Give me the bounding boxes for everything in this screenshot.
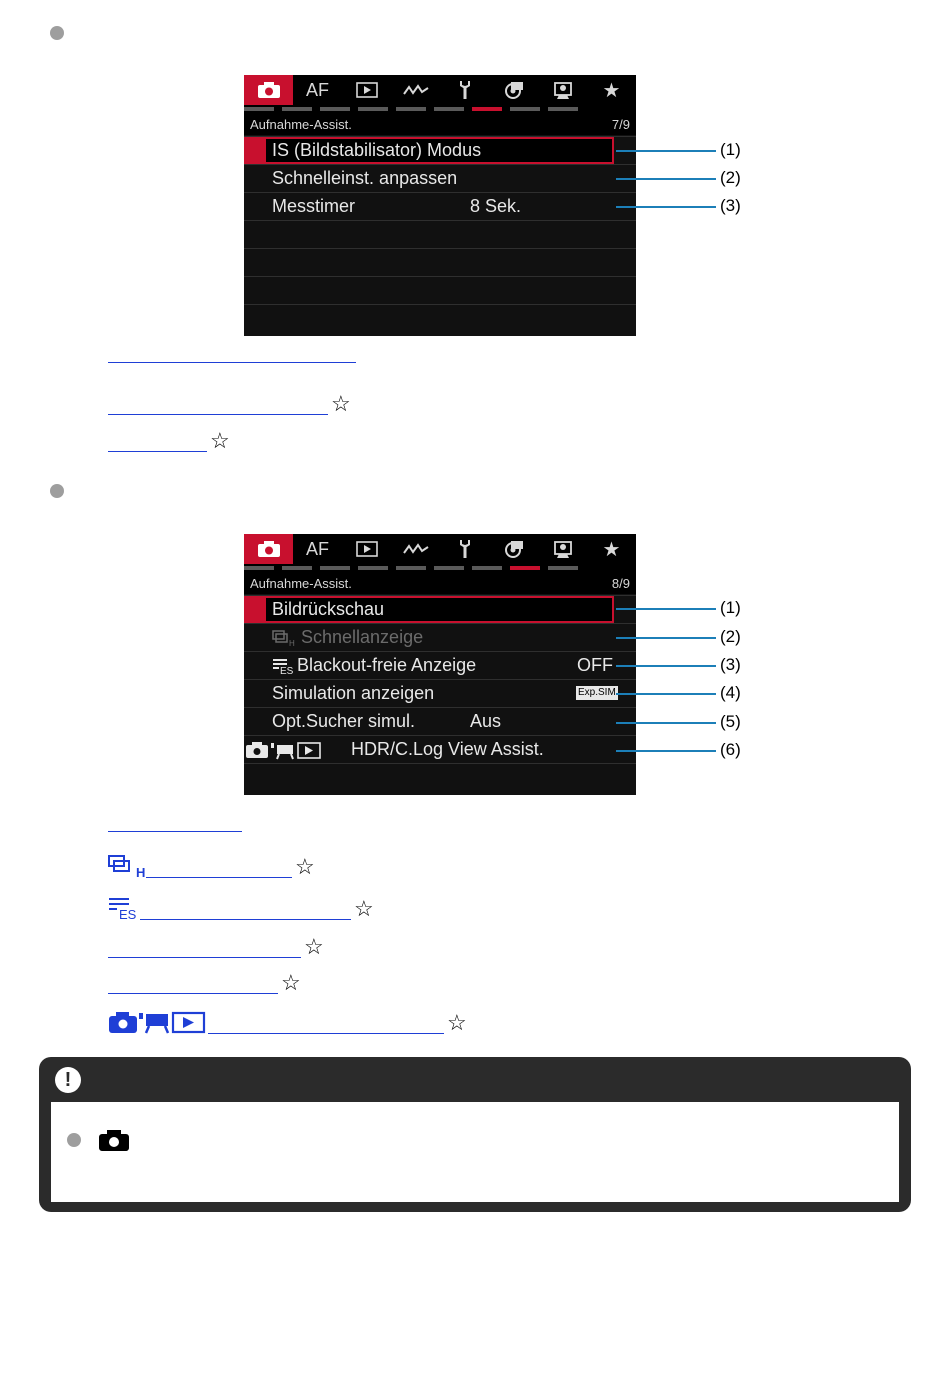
star-icon: ☆ (281, 970, 301, 995)
star-icon: ☆ (304, 934, 324, 959)
tab-shooting[interactable] (244, 75, 293, 105)
camera-icon (257, 540, 281, 558)
menu-item-label: Bildrückschau (272, 599, 385, 619)
section-bullet-2 (50, 484, 64, 498)
star-icon: ☆ (447, 1010, 467, 1035)
pager-dash (434, 566, 464, 570)
link-is-mode[interactable] (108, 362, 356, 363)
menu-item-quick-control[interactable] (244, 164, 636, 192)
link-underline (108, 451, 207, 452)
menu-item-is-mode[interactable] (244, 136, 636, 164)
pager-dash (320, 107, 350, 111)
menu-item-high-speed-display[interactable] (244, 623, 636, 651)
menu-section-header (244, 115, 636, 135)
tab-af-label: AF (305, 538, 329, 559)
callout-label: (3) (720, 196, 741, 215)
link-underline (108, 414, 328, 415)
pager-dash (320, 566, 350, 570)
link-underline (208, 1033, 444, 1034)
play-icon (356, 82, 378, 98)
callout-label: (1) (720, 598, 741, 617)
section-title: Aufnahme-Assist. (250, 576, 352, 591)
wave-icon (403, 542, 429, 556)
menu-tabs (244, 534, 636, 564)
tab-wave[interactable] (391, 534, 440, 564)
menu-screen-1 (244, 75, 636, 336)
pager-dash (358, 107, 388, 111)
link-underline (108, 362, 356, 363)
tab-shooting[interactable] (244, 534, 293, 564)
menu-section-header (244, 574, 636, 594)
tab-af[interactable] (293, 75, 342, 105)
pager-dash (244, 566, 274, 570)
callout-line (616, 750, 716, 752)
wrench-icon (457, 539, 473, 559)
tab-setup[interactable] (440, 534, 489, 564)
person-icon (553, 539, 573, 559)
callout-label: (2) (720, 168, 741, 187)
menu-item-hdr-clog-assist[interactable] (244, 735, 636, 763)
star-icon: ★ (602, 79, 621, 102)
menu-item-label: Opt.Sucher simul. (272, 711, 416, 731)
tab-mymenu-person[interactable] (538, 75, 587, 105)
star-icon: ☆ (295, 854, 315, 879)
menu-item-value: Aus (470, 711, 502, 731)
callout-line (616, 206, 716, 208)
star-icon: ☆ (331, 391, 351, 416)
menu-tabs (244, 75, 636, 105)
exclamation-mark: ! (64, 1068, 72, 1091)
tab-playback[interactable] (342, 75, 391, 105)
menu-item-empty (244, 763, 636, 791)
custom-icon (503, 539, 525, 559)
exp-sim-label: Exp.SIM (578, 687, 616, 698)
callout-label: (3) (720, 655, 741, 674)
menu-item-label: Schnelleinst. anpassen (272, 168, 458, 188)
burst-h-icon (272, 629, 300, 647)
menu-pager (244, 564, 636, 574)
wrench-icon (457, 80, 473, 100)
menu-item-value: OFF (577, 655, 613, 675)
wave-icon (403, 83, 429, 97)
menu-item-label-wrap (272, 652, 476, 679)
pager-dash (548, 566, 578, 570)
tab-wave[interactable] (391, 75, 440, 105)
camera-movie-play-icons (246, 740, 350, 760)
star-icon: ☆ (210, 428, 230, 453)
pager-dash (510, 107, 540, 111)
link-ovf-simulation[interactable] (108, 972, 301, 994)
callout-label: (6) (720, 740, 741, 759)
menu-item-label: Simulation anzeigen (272, 683, 435, 703)
callout-label: (1) (720, 140, 741, 159)
callout-line (616, 178, 716, 180)
tab-custom[interactable] (489, 75, 538, 105)
menu-item-display-simulation[interactable] (244, 679, 636, 707)
section-page-number: 8/9 (611, 576, 630, 591)
tab-mymenu-person[interactable] (538, 534, 587, 564)
link-underline (140, 919, 351, 920)
menu-item-image-review[interactable] (244, 595, 636, 623)
es-icon (272, 657, 296, 675)
link-quick-control[interactable] (108, 393, 351, 415)
menu-item-empty (244, 276, 636, 304)
caution-bullet (67, 1133, 81, 1147)
pager-dash-active (510, 566, 540, 570)
link-underline (108, 957, 301, 958)
callout-label: (5) (720, 712, 741, 731)
selection-marker (244, 596, 264, 623)
link-metering-timer[interactable] (108, 430, 230, 452)
pager-dash (548, 107, 578, 111)
svg-text:H: H (136, 865, 146, 878)
link-underline (108, 993, 278, 994)
star-icon: ☆ (354, 896, 374, 921)
es-icon (108, 896, 140, 920)
exclamation-icon (55, 1067, 81, 1093)
selection-marker (244, 137, 264, 164)
pager-dash (472, 566, 502, 570)
camera-icon (257, 81, 281, 99)
menu-item-empty (244, 304, 636, 332)
tab-setup[interactable] (440, 75, 489, 105)
callout-line (616, 150, 716, 152)
pager-dash (358, 566, 388, 570)
caution-box (39, 1057, 911, 1212)
pager-dash (396, 566, 426, 570)
callout-line (616, 665, 716, 667)
menu-item-label: Messtimer (272, 196, 356, 216)
custom-icon (503, 80, 525, 100)
callout-line (616, 693, 716, 695)
section-title: Aufnahme-Assist. (250, 117, 352, 132)
callout-label: (2) (720, 627, 741, 646)
menu-item-metering-timer[interactable] (244, 192, 636, 220)
callout-label: (4) (720, 683, 741, 702)
svg-text:H: H (289, 639, 295, 648)
star-icon: ★ (602, 538, 621, 561)
menu-item-value: 8 Sek. (470, 196, 522, 216)
tab-favorites[interactable] (587, 75, 636, 105)
menu-screen-2 (244, 534, 636, 795)
section-bullet-1 (50, 26, 64, 40)
camera-movie-play-icons (108, 1010, 208, 1034)
tab-af-label: AF (305, 79, 329, 100)
play-icon (356, 541, 378, 557)
menu-item-label-wrap (272, 624, 423, 651)
pager-dash-active (472, 107, 502, 111)
menu-item-label: IS (Bildstabilisator) Modus (272, 140, 482, 160)
caution-content (51, 1102, 899, 1202)
pager-dash (244, 107, 274, 111)
callout-line (616, 608, 716, 610)
svg-text:ES: ES (119, 907, 137, 920)
svg-text:ES: ES (280, 666, 294, 676)
menu-item-empty (244, 220, 636, 248)
pager-dash (434, 107, 464, 111)
section-page-number: 7/9 (611, 117, 630, 132)
link-underline (108, 831, 242, 832)
link-display-simulation[interactable] (108, 936, 324, 958)
link-underline (146, 877, 292, 878)
person-icon (553, 80, 573, 100)
menu-item-label: HDR/C.Log View Assist. (351, 739, 544, 759)
exp-sim-badge (576, 686, 618, 700)
link-hdr-clog-assist[interactable] (108, 1010, 467, 1034)
menu-item-empty (244, 248, 636, 276)
link-image-review[interactable] (108, 831, 242, 832)
tab-playback[interactable] (342, 534, 391, 564)
tab-favorites[interactable] (587, 534, 636, 564)
pager-dash (396, 107, 426, 111)
burst-h-icon (108, 854, 148, 878)
callout-line (616, 722, 716, 724)
menu-item-label: Schnellanzeige (301, 627, 424, 647)
pager-dash (282, 566, 312, 570)
menu-item-blackout-free[interactable] (244, 651, 636, 679)
menu-pager (244, 105, 636, 115)
tab-af[interactable] (293, 534, 342, 564)
menu-item-label: Blackout-freie Anzeige (297, 655, 477, 675)
link-blackout-free[interactable] (108, 896, 374, 920)
callout-line (616, 637, 716, 639)
pager-dash (282, 107, 312, 111)
tab-custom[interactable] (489, 534, 538, 564)
camera-icon (98, 1128, 130, 1152)
menu-item-ovf-simulation[interactable] (244, 707, 636, 735)
menu-item-label-wrap (246, 736, 544, 763)
link-high-speed-display[interactable] (108, 854, 315, 878)
